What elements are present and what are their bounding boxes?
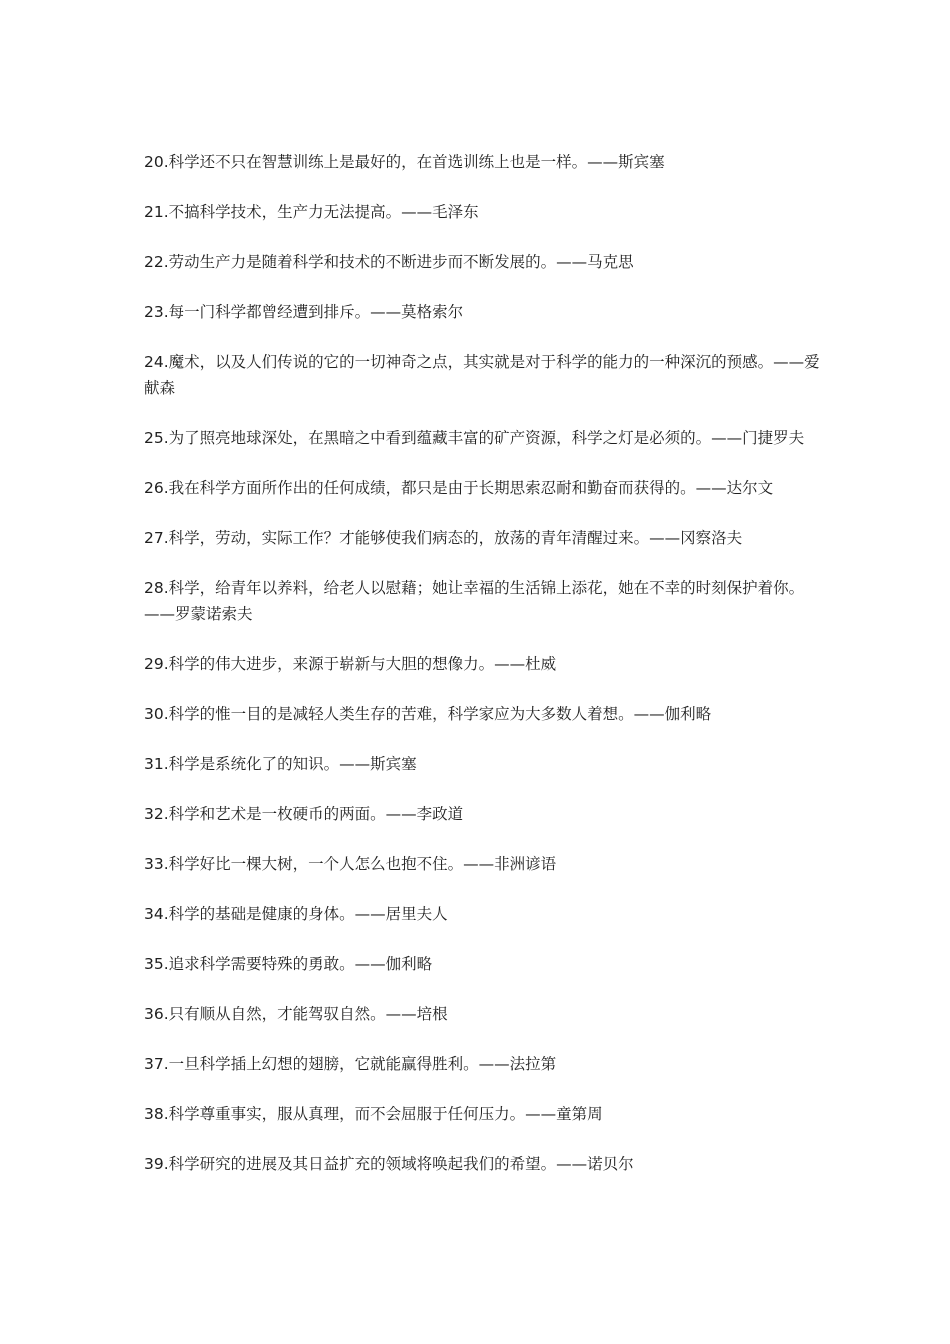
quote-29: 29.科学的伟大进步，来源于崭新与大胆的想像力。——杜威	[144, 655, 557, 673]
quote-37: 37.一旦科学插上幻想的翅膀，它就能赢得胜利。——法拉第	[144, 1055, 557, 1073]
quote-25: 25.为了照亮地球深处，在黑暗之中看到蕴藏丰富的矿产资源，科学之灯是必须的。——门捷罗夫	[144, 429, 805, 447]
quote-31: 31.科学是系统化了的知识。——斯宾塞	[144, 755, 417, 773]
quote-35: 35.追求科学需要特殊的勇敢。——伽利略	[144, 955, 433, 973]
quote-27: 27.科学，劳动，实际工作？才能够使我们病态的，放荡的青年清醒过来。——冈察洛夫	[144, 529, 743, 547]
quote-33: 33.科学好比一棵大树，一个人怎么也抱不住。——非洲谚语	[144, 855, 557, 873]
quote-24: 24.魔术，以及人们传说的它的一切神奇之点，其实就是对于科学的能力的一种深沉的预感。——爱献森	[144, 353, 820, 397]
quote-23: 23.每一门科学都曾经遭到排斥。——莫格索尔	[144, 303, 464, 321]
quote-20: 20.科学还不只在智慧训练上是最好的，在首选训练上也是一样。——斯宾塞	[144, 153, 665, 171]
quote-26: 26.我在科学方面所作出的任何成绩，都只是由于长期思索忍耐和勤奋而获得的。——达尔文	[144, 479, 774, 497]
quote-22: 22.劳动生产力是随着科学和技术的不断进步而不断发展的。——马克思	[144, 253, 634, 271]
quote-30: 30.科学的惟一目的是减轻人类生存的苦难，科学家应为大多数人着想。——伽利略	[144, 705, 712, 723]
quote-28: 28.科学，给青年以养料，给老人以慰藉；她让幸福的生活锦上添花，她在不幸的时刻保护着你。——罗蒙诺索夫	[144, 579, 805, 623]
quote-36: 36.只有顺从自然，才能驾驭自然。——培根	[144, 1005, 448, 1023]
quote-34: 34.科学的基础是健康的身体。——居里夫人	[144, 905, 448, 923]
quote-list	[144, 149, 824, 1177]
quote-39: 39.科学研究的进展及其日益扩充的领域将唤起我们的希望。——诺贝尔	[144, 1155, 634, 1173]
quote-32: 32.科学和艺术是一枚硬币的两面。——李政道	[144, 805, 464, 823]
quote-21: 21.不搞科学技术，生产力无法提高。——毛泽东	[144, 203, 479, 221]
quote-38: 38.科学尊重事实，服从真理，而不会屈服于任何压力。——童第周	[144, 1105, 603, 1123]
